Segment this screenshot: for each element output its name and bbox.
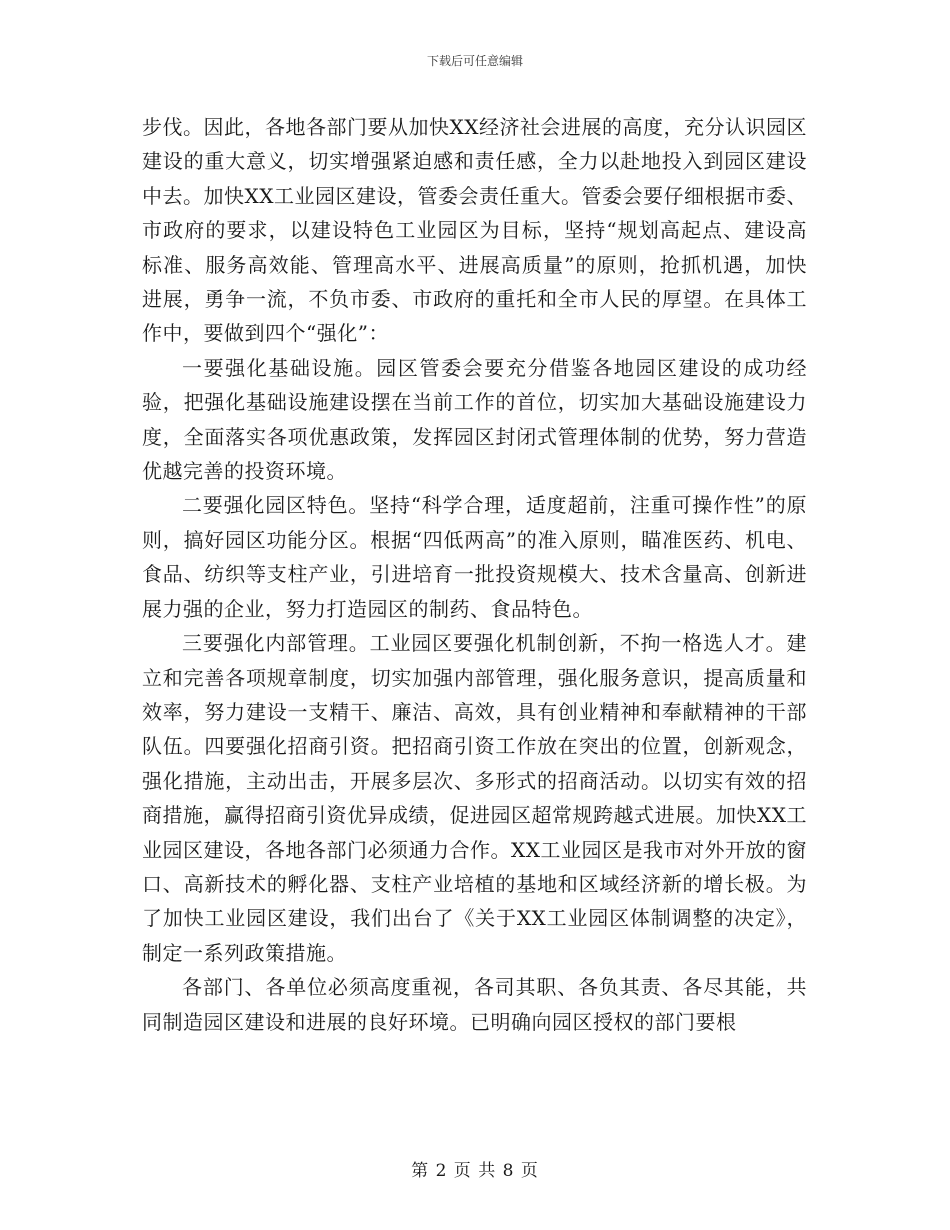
paragraph-1: 步伐。因此，各地各部门要从加快XX经济社会进展的高度，充分认识园区建设的重大意义，切实增强紧迫感和责任感，全力以赴地投入到园区建设中去。加快XX工业园区建设，管委会责任重大。管委会要仔细根据市委、市政府的要求，以建设特色工业园区为目标，坚持“规划高起点、建设高标准、服务高效能、管理高水平、进展高质量”的原则，抢抓机遇，加快进展，勇争一流，不负市委、市政府的重托和全市人民的厚望。在具体工作中，要做到四个“强化”： [142,115,807,346]
paragraph-4: 三要强化内部管理。工业园区要强化机制创新，不拘一格选人才。建立和完善各项规章制度，切实加强内部管理，强化服务意识，提高质量和效率，努力建设一支精干、廉洁、高效，具有创业精神和奉献精神的干部队伍。四要强化招商引资。把招商引资工作放在突出的位置，创新观念，强化措施，主动出击，开展多层次、多形式的招商活动。以切实有效的招商措施，赢得招商引资优异成绩，促进园区超常规跨越式进展。加快XX工业园区建设，各地各部门必须通力合作。XX工业园区是我市对外开放的窗口、高新技术的孵化器、支柱产业培植的基地和区域经济新的增长极。为了加快工业园区建设，我们出台了《关于XX工业园区体制调整的决定》，制定一系列政策措施。 [142,631,807,965]
paragraph-3: 二要强化园区特色。坚持“科学合理，适度超前，注重可操作性”的原则，搞好园区功能分区。根据“四低两高”的准入原则，瞄准医药、机电、食品、纺织等支柱产业，引进培育一批投资规模大、技术含量高、创新进展力强的企业，努力打造园区的制药、食品特色。 [142,493,807,621]
paragraph-2: 一要强化基础设施。园区管委会要充分借鉴各地园区建设的成功经验，把强化基础设施建设摆在当前工作的首位，切实加大基础设施建设力度，全面落实各项优惠政策，发挥园区封闭式管理体制的优势，努力营造优越完善的投资环境。 [142,355,807,484]
page-header: 下载后可任意编辑 [426,54,523,68]
page-number-footer: 第 2 页 共 8 页 [411,1161,539,1181]
document-body [142,110,807,1039]
paragraph-5: 各部门、各单位必须高度重视，各司其职、各负其责、各尽其能，共同制造园区建设和进展的良好环境。已明确向园区授权的部门要根 [142,975,807,1034]
